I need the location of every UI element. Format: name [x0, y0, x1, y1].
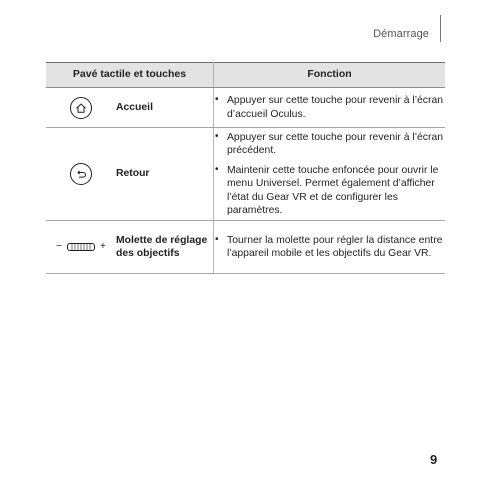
icon-cell — [46, 221, 116, 274]
list-item: • Maintenir cette touche enfoncée pour ouvrir le menu Universel. Permet également d’afficher l’état du Gear VR et de configurer les paramètres. — [214, 164, 445, 218]
function-description — [214, 221, 446, 274]
focus-wheel-icon — [56, 240, 106, 254]
minus-label: − — [56, 241, 62, 253]
function-description — [214, 128, 446, 221]
page-number: 9 — [430, 452, 438, 467]
table-row-back — [46, 128, 445, 221]
function-description — [214, 88, 446, 128]
header-divider — [440, 15, 441, 42]
button-name: Molette de réglage des objectifs — [116, 221, 214, 274]
home-icon — [70, 97, 92, 119]
button-name: Accueil — [116, 88, 214, 128]
function-table — [46, 62, 445, 274]
list-item: • Tourner la molette pour régler la distance entre l’appareil mobile et les objectifs du Gear VR. — [214, 234, 445, 261]
plus-label: + — [100, 241, 106, 253]
back-icon — [70, 163, 92, 185]
section-header: Démarrage — [373, 28, 429, 40]
list-item: • Appuyer sur cette touche pour revenir à l’écran précédent. — [214, 131, 445, 158]
table-row-home — [46, 88, 445, 128]
icon-cell — [46, 128, 116, 221]
wheel-graphic — [67, 243, 95, 251]
icon-cell — [46, 88, 116, 128]
list-item: • Appuyer sur cette touche pour revenir à l’écran d’accueil Oculus. — [214, 94, 445, 121]
button-name: Retour — [116, 128, 214, 221]
table-header-row — [46, 63, 445, 88]
column-header-function: Fonction — [214, 63, 446, 88]
column-header-buttons: Pavé tactile et touches — [46, 63, 214, 88]
table-row-focus-wheel — [46, 221, 445, 274]
